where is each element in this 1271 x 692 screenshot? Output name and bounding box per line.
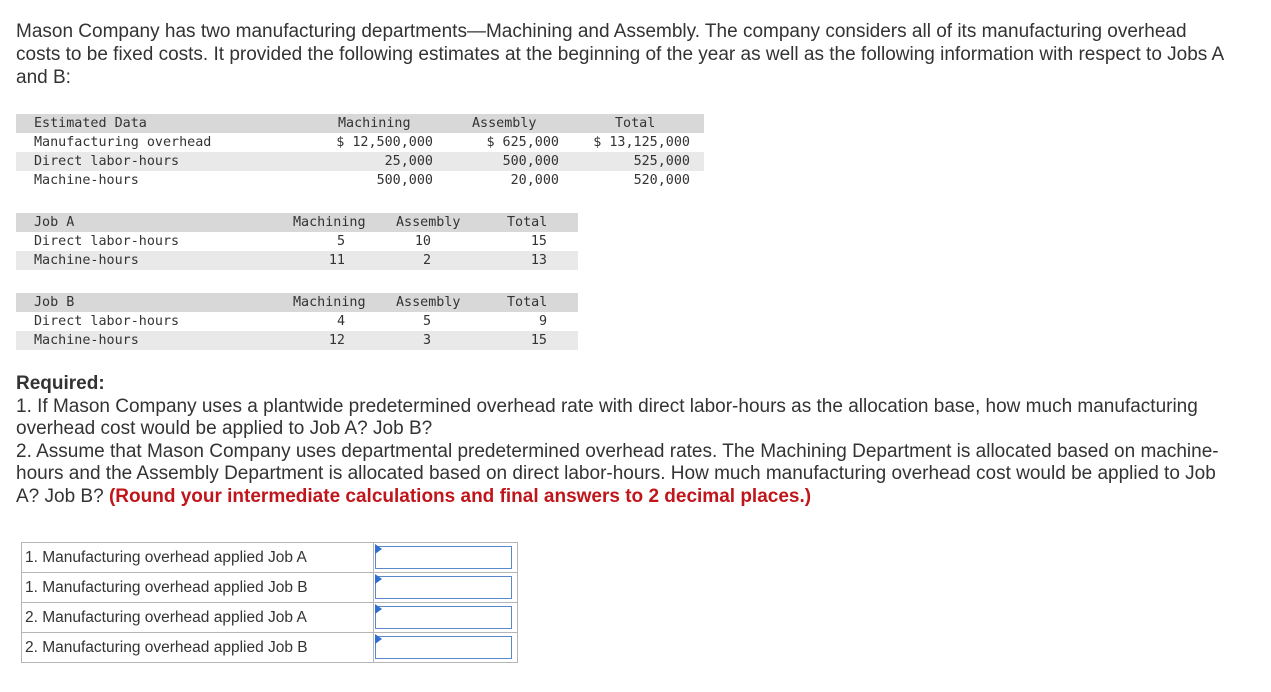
cell-total: 15: [530, 234, 547, 249]
row-label: Machine-hours: [34, 333, 139, 348]
estimated-data-table: [16, 114, 704, 190]
answer-cell: [374, 633, 518, 663]
row-label: Manufacturing overhead: [34, 135, 212, 150]
cell-machining: 25,000: [384, 154, 433, 169]
table-row: [16, 171, 704, 190]
job-a-table: [16, 213, 578, 270]
header-machining: Machining: [338, 116, 411, 131]
cell-marker-icon: [375, 544, 382, 554]
row-label: Direct labor-hours: [34, 234, 180, 249]
table-header-row: [16, 293, 578, 312]
cell-machining: $ 12,500,000: [336, 135, 433, 150]
cell-total: 9: [538, 314, 547, 329]
answer-label: 1. Manufacturing overhead applied Job A: [22, 543, 374, 573]
cell-total: $ 13,125,000: [593, 135, 690, 150]
cell-assembly: 5: [422, 314, 431, 329]
question-2: [16, 441, 1226, 509]
answer-input-2-job-a[interactable]: [375, 606, 512, 629]
cell-assembly: $ 625,000: [486, 135, 559, 150]
cell-machining: 5: [336, 234, 345, 249]
answer-input-1-job-a[interactable]: [375, 546, 512, 569]
table-row: [16, 312, 578, 331]
answer-cell: [374, 543, 518, 573]
header-assembly: Assembly: [396, 295, 461, 310]
cell-assembly: 3: [422, 333, 431, 348]
answer-cell: [374, 603, 518, 633]
answer-table: [21, 542, 518, 663]
table-row: [16, 152, 704, 171]
header-label: Job A: [34, 215, 75, 230]
cell-assembly: 500,000: [502, 154, 559, 169]
rounding-instruction: (Round your intermediate calculations and final answers to 2 decimal places.): [108, 485, 812, 507]
cell-marker-icon: [375, 634, 382, 644]
cell-machining: 12: [328, 333, 345, 348]
question-2-text: 2. Assume that Mason Company uses departmental predetermined overhead rates. The Machining Department is allocated based on machine-hours and the Assembly Department is allocated based on direct labor-hours. How much manufacturing overhead cost would be applied to Job A? Job B?: [16, 440, 1219, 507]
row-label: Machine-hours: [34, 173, 139, 188]
header-machining: Machining: [293, 215, 366, 230]
header-total: Total: [615, 116, 656, 131]
required-title: Required:: [16, 373, 105, 394]
row-label: Machine-hours: [34, 253, 139, 268]
answer-cell: [374, 573, 518, 603]
cell-marker-icon: [375, 604, 382, 614]
cell-total: 15: [530, 333, 547, 348]
table-row: [16, 232, 578, 251]
header-assembly: Assembly: [472, 116, 537, 131]
cell-machining: 4: [336, 314, 345, 329]
answer-input-2-job-b[interactable]: [375, 636, 512, 659]
answer-row: [22, 603, 518, 633]
table-header-row: [16, 114, 704, 133]
cell-assembly: 20,000: [510, 173, 559, 188]
header-total: Total: [507, 215, 548, 230]
header-label: Estimated Data: [34, 116, 147, 131]
cell-total: 520,000: [633, 173, 690, 188]
table-row: [16, 331, 578, 350]
answer-row: [22, 633, 518, 663]
cell-machining: 500,000: [376, 173, 433, 188]
cell-assembly: 2: [422, 253, 431, 268]
row-label: Direct labor-hours: [34, 154, 180, 169]
answer-row: [22, 543, 518, 573]
cell-total: 13: [530, 253, 547, 268]
answer-label: 2. Manufacturing overhead applied Job A: [22, 603, 374, 633]
header-assembly: Assembly: [396, 215, 461, 230]
question-1: 1. If Mason Company uses a plantwide predetermined overhead rate with direct labor-hours as the allocation base, how much manufacturing overhead cost would be applied to Job A? Job B?: [16, 395, 1198, 439]
table-header-row: [16, 213, 578, 232]
cell-machining: 11: [328, 253, 345, 268]
row-label: Direct labor-hours: [34, 314, 180, 329]
job-b-table: [16, 293, 578, 350]
required-section: [16, 373, 1226, 508]
header-label: Job B: [34, 295, 75, 310]
table-row: [16, 251, 578, 270]
header-machining: Machining: [293, 295, 366, 310]
answer-row: [22, 573, 518, 603]
cell-marker-icon: [375, 574, 382, 584]
answer-label: 1. Manufacturing overhead applied Job B: [22, 573, 374, 603]
answer-input-1-job-b[interactable]: [375, 576, 512, 599]
table-row: [16, 133, 704, 152]
answer-label: 2. Manufacturing overhead applied Job B: [22, 633, 374, 663]
cell-assembly: 10: [414, 234, 431, 249]
cell-total: 525,000: [633, 154, 690, 169]
header-total: Total: [507, 295, 548, 310]
problem-intro: Mason Company has two manufacturing departments—Machining and Assembly. The company considers all of its manufacturing overhead costs to be fixed costs. It provided the following estimates at the beginning of the year as well as the following information with respect to Jobs A and B:: [16, 21, 1224, 88]
